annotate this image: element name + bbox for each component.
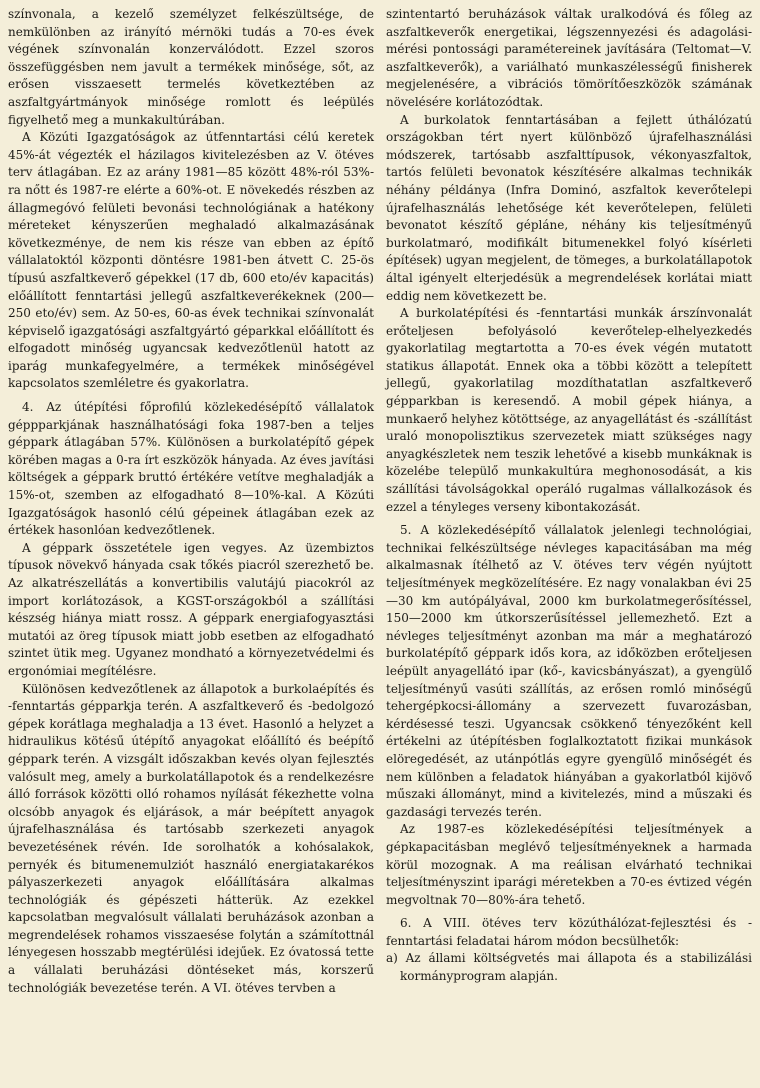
paragraph: A burkolatok fenntartásában a fejlett úthálózatú országokban tért nyert különböző újrafelhasználási módszerek, tartósabb aszfalttípusok, vékonyaszfaltok, tartós felületi bevonatok készítésére alkalmas technikák néhány példánya (Infra Dominó, aszfaltok keverőtelepi újrafelhasználás lehetősége két keverőtelepen, felületi bevonatot készítő gépláne, néhány kis teljesítményű burkolatmaró, modifikált bitumenekkel folyó kísérleti építések) ugyan megjelent, de tömeges, a burkolatállapotok által igényelt elterjedésük a megrendelések korlátai miatt eddig nem következett be. xyxy=(386,112,752,303)
left-column xyxy=(8,6,374,1088)
paragraph: színvonala, a kezelő személyzet felkészültsége, de nemkülönben az irányító mérnöki tudás a 70-es évek végének színvonalán konzerválódott. Ezzel szoros összefüggésben nem javult a termékek minősége, sőt, az erősen visszaesett termelés következtében az aszfaltgyártmányok minősége romlott és leépülés figyelhető meg a munkakultúrában. xyxy=(8,7,374,127)
paragraph: Az 1987-es közlekedésépítési teljesítmények a gépkapacitásban meglévő teljesítményeknek a harmada körül mozognak. A ma reálisan elvárható technikai teljesítményszint iparági méretekben a 70-es évtized végén megvoltnak 70—80%-ára tehető. xyxy=(386,822,752,907)
list-item: a) Az állami költségvetés mai állapota és a stabilizálási kormányprogram alapján. xyxy=(386,951,752,984)
paragraph: A burkolatépítési és -fenntartási munkák árszínvonalát erőteljesen befolyásoló keverőtelep-elhelyezkedés gyakorlatilag megtartotta a 70-es évek végén mutatott statikus állapotát. Ennek oka a többi között a telepített jellegű, gyakorlatilag mozdíthatatlan aszfaltkeverő gépparkban is keresendő. A mobil gépek hiánya, a munkaerő helyhez kötöttsége, az anyagellátást és -szállítást uraló monopolisztikus szervezetek miatt szükséges nagy anyagkészletek nem teszik lehetővé a kisebb munkáknak is közelébe települő munkakultúra meghonosodását, a kis szállítási távolságokkal operáló rugalmas vállalkozások és ezzel a tényleges verseny kibontakozását. xyxy=(386,306,752,514)
right-column xyxy=(386,6,752,1088)
paragraph: szintentartó beruházások váltak uralkodóvá és főleg az aszfaltkeverők energetikai, légszennyezési és adagolási-mérési pontossági paramétereinek javítására (Teltomat—V. aszfaltkeverők), a variálható munkaszélességű finisherek megjelenésére, a vibrációs tömörítőeszközök számának növelésére korlátozódtak. xyxy=(386,7,752,109)
paragraph: A géppark összetétele igen vegyes. Az üzembiztos típusok növekvő hányada csak tőkés piacról szerezhető be. Az alkatrészellátás a konvertibilis valutájú piacokról az import korlátozások, a KGST-országokból a szállítási készség hiánya miatt rossz. A géppark energiafogyasztási mutatói az öreg típusok miatt jobb esetben az elfogadható szintet ütik meg. Ugyanez mondható a környezetvédelmi és ergonómiai megítélésre. xyxy=(8,540,374,678)
paragraph: 4. Az útépítési főprofilú közlekedésépítő vállalatok géppparkjának használhatósági foka 1987-ben a teljes géppark átlagában 57%. Különösen a burkolatépítő gépek körében magas a 0-ra írt eszközök hányada. Az éves javítási költségek a géppark bruttó értékére vetítve meghaladják a 15%-ot, szemben az elfogadható 8—10%-kal. A Közúti Igazgatóságok hasonló célú gépeinek átlagában ezek az értékek hasonlóan kedvezőtlenek. xyxy=(8,400,374,538)
paragraph: 5. A közlekedésépítő vállalatok jelenlegi technológiai, technikai felkészültsége névleges kapacitásában ma még alkalmasnak ítélhető az V. ötéves terv végén nyújtott teljesítmények megközelítésére. Ez nagy vonalakban évi 25—30 km autópályával, 2000 km burkolatmegerősítéssel, 150—2000 km útkorszerűsítéssel jellemezhető. Ezt a névleges teljesítményt azonban ma már a meghatározó burkolatépítő géppark idős kora, az időközben erőteljesen leépült anyagellátó ipar (kő-, kavicsbányászat), a gyengülő teljesítményű vasúti szállítás, az erősen romló minőségű tehergépkocsi-állomány a szervezett fuvarozásban, kérdésessé teszi. Ugyancsak csökkenő tényezőként kell értékelni az útépítésben foglalkoztatott fizikai munkások elöregedését, az utánpótlás egyre gyengülő minőségét és nem különben a feladatok hiányában a gyakorlatból kijövő műszaki állományt, mind a kivitelezés, mind a műszaki és gazdasági tervezés terén. xyxy=(386,523,752,819)
paragraph: Különösen kedvezőtlenek az állapotok a burkolaépítés és -fenntartás gépparkja terén. A aszfaltkeverő és -bedolgozó gépek korátlaga meghaladja a 13 évet. Hasonló a helyzet a hidraulikus kötésű útépítő anyagokat előállító és beépítő géppark terén. A vizsgált időszakban kevés olyan fejlesztés valósult meg, amely a burkolatállapotok és a rendelkezésre álló források közötti olló rohamos nyílását fékezhette volna olcsóbb anyagok és eljárások, a már beépített anyagok újrafelhasználása és tartósabb szerkezeti anyagok bevezetésének révén. Ide sorolhatók a kohósalakok, pernyék és bitumenemulziót használó energiatakarékos pályaszerkezeti anyagok előállítására alkalmas technológiák és gépészeti hátterük. Az ezekkel kapcsolatban megvalósult vállalati beruházások azonban a megrendelések rohamos visszaesése folytán a számítottnál lényegesen hosszabb megtérülési idejűek. Ez óvatossá tette a vállalati beruházási döntéseket más, korszerű technológiák bevezetése terén. A VI. ötéves tervben a xyxy=(8,681,374,995)
paragraph: A Közúti Igazgatóságok az útfenntartási célú keretek 45%-át végezték el házilagos kivitelezésben az V. ötéves terv átlagában. Ez az arány 1981—85 között 48%-ról 53%-ra nőtt és 1987-re elérte a 60%-ot. E növekedés részben az állagmegóvó felületi bevonási technológiának a hatékony méreteket kényszerűen meghaladó alkalmazásának következménye, de nem kis része van ebben az építő vállalatoktól központi döntésre 1981-ben átvett C. 25-ös típusú aszfaltkeverő gépekkel (17 db, 600 eto/év kapacitás) előállított fenntartási jellegű aszfaltkeverékeknek (200—250 eto/év) sem. Az 50-es, 60-as évek technikai színvonalát képviselő igazgatósági aszfaltgyártó géparkkal előállított és elfogadott minőség ugyancsak kedvezőtlenül hatott az iparág munkafegyelmére, a termékek minőségével kapcsolatos szemléletre és gyakorlatra. xyxy=(8,130,374,391)
paragraph: 6. A VIII. ötéves terv közúthálózat-fejlesztési és -fenntartási feladatai három módon becsülhetők: xyxy=(386,916,752,948)
